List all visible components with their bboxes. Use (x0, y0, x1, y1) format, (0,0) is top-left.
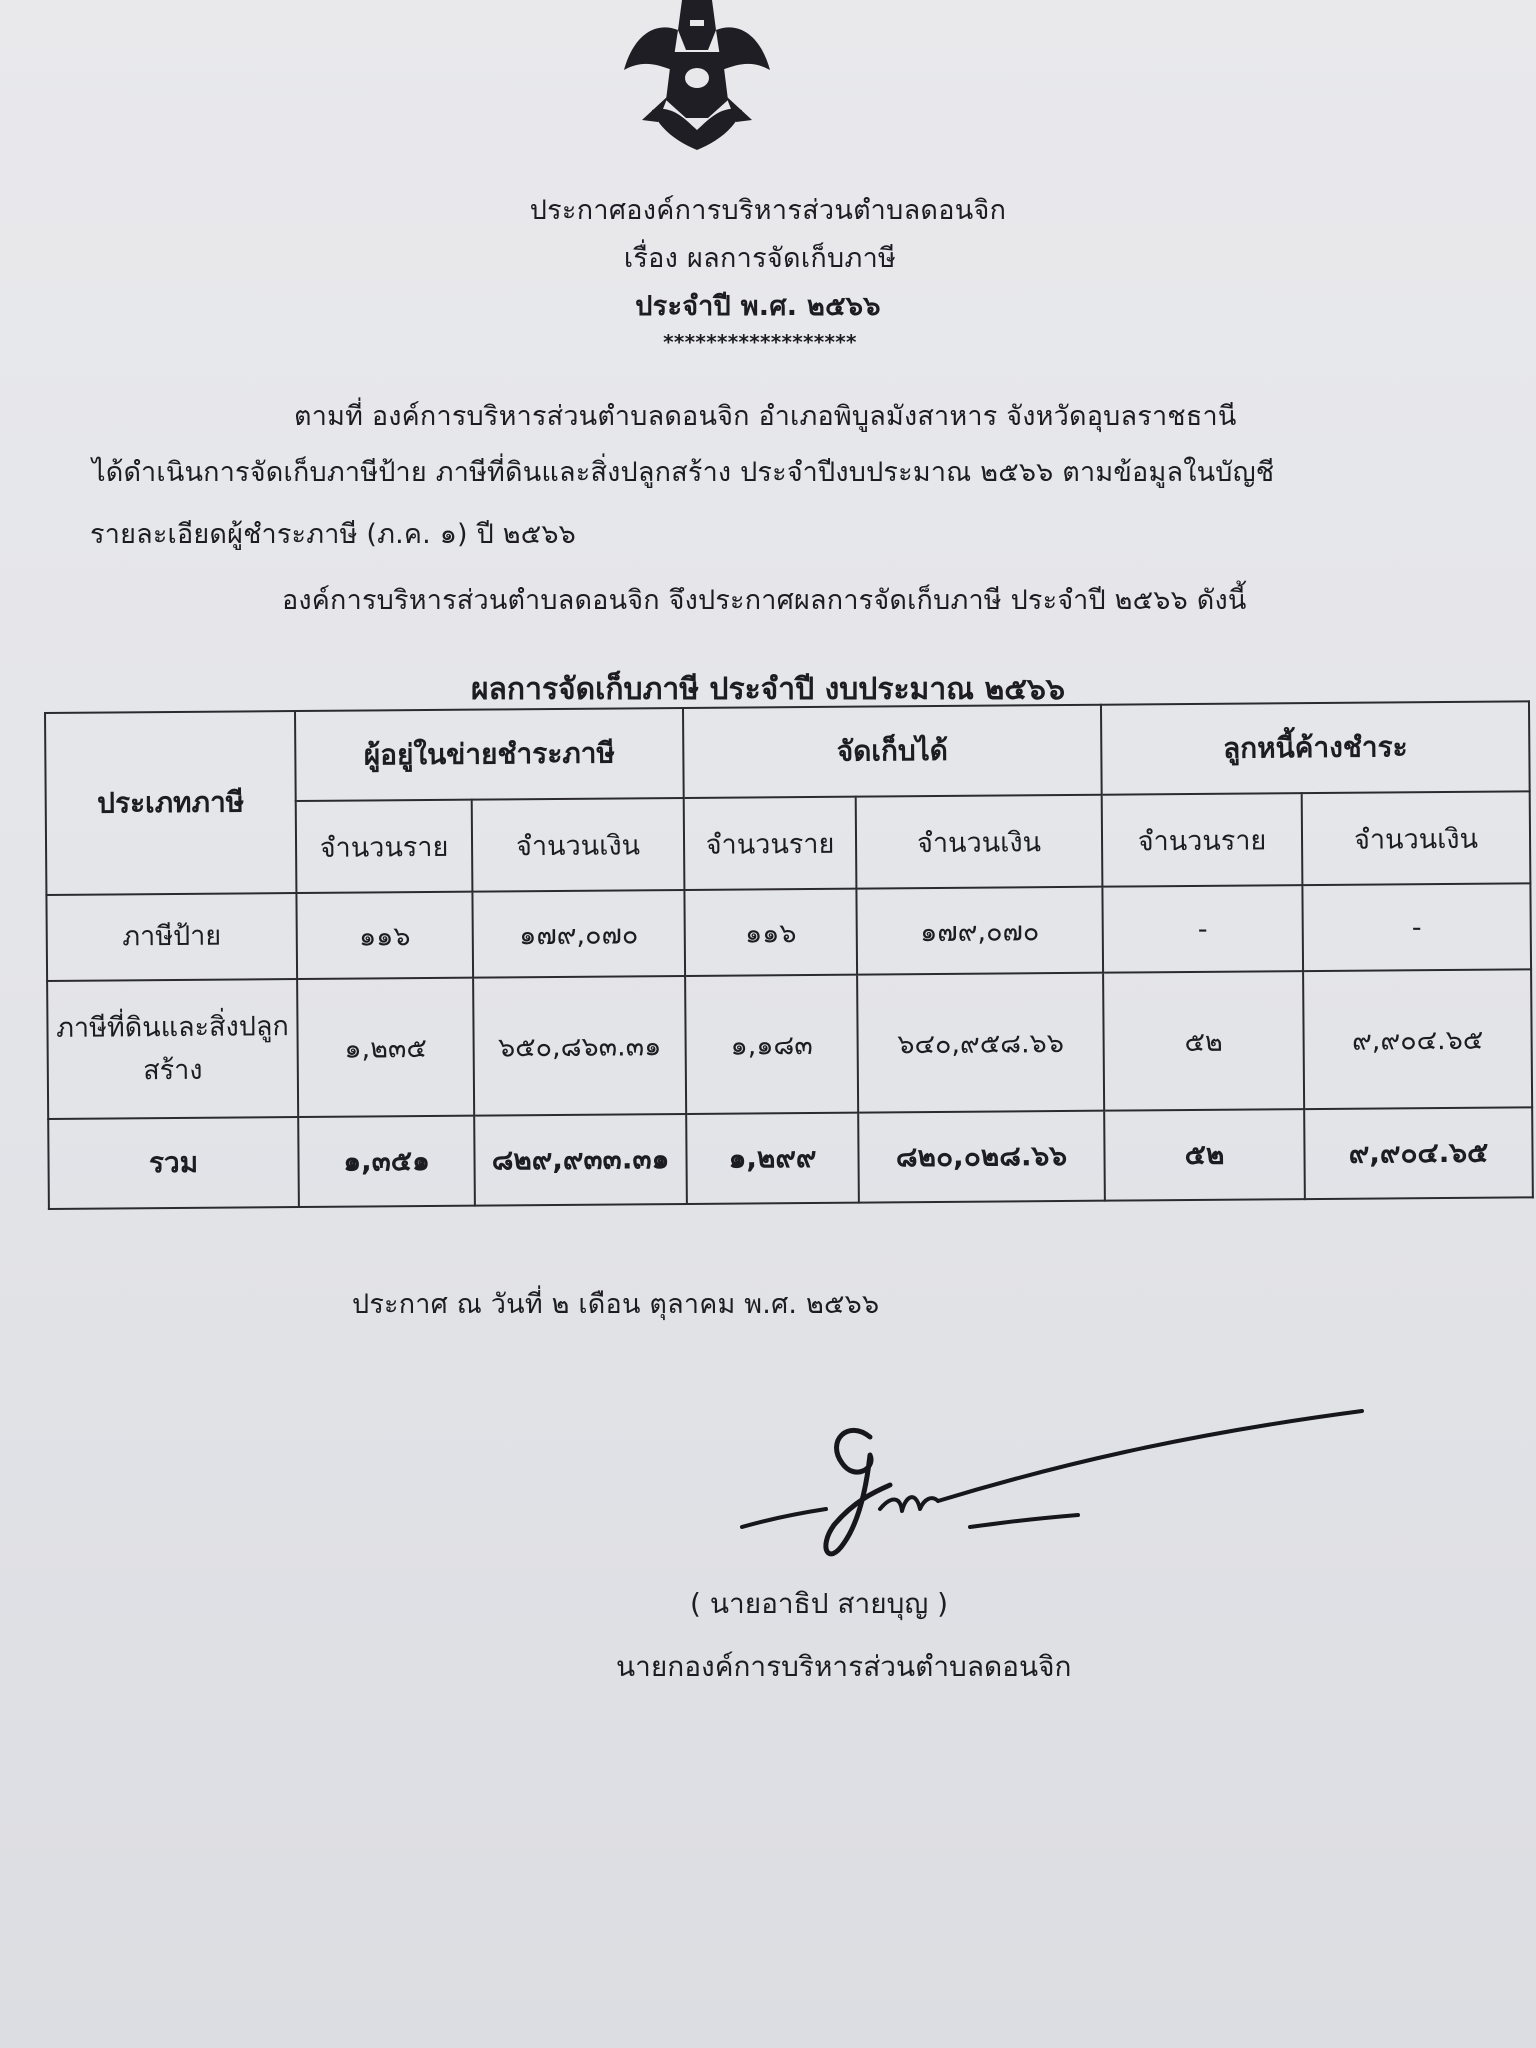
row-land-tax-debtor-amount: ๙,๙๐๔.๖๕ (1303, 969, 1532, 1109)
paragraph-1-line-2: ได้ดำเนินการจัดเก็บภาษีป้าย ภาษีที่ดินและสิ่งปลูกสร้าง ประจำปีงบประมาณ ๒๕๖๖ ตามข้อมูลในบัญชี (92, 457, 1275, 488)
row-sign-tax-debtor-amount: - (1302, 883, 1531, 971)
header-debtor-amount: จำนวนเงิน (1302, 791, 1531, 885)
row-sign-tax-net-amount: ๑๗๙,๐๗๐ (472, 890, 685, 978)
header-tax-type: ประเภทภาษี (45, 711, 296, 895)
paragraph-1-line-3: รายละเอียดผู้ชำระภาษี (ภ.ค. ๑) ปี ๒๕๖๖ (90, 519, 577, 550)
table-row (46, 883, 1531, 981)
row-land-tax-collected-count: ๑,๑๘๓ (685, 975, 858, 1114)
total-collected-amount: ๘๒๐,๐๒๘.๖๖ (858, 1111, 1105, 1203)
table-row (47, 969, 1532, 1119)
announcement-subject-line: เรื่อง ผลการจัดเก็บภาษี (623, 243, 897, 274)
garuda-emblem-icon (612, 0, 782, 160)
tax-results-table (44, 700, 1534, 1210)
paragraph-2: องค์การบริหารส่วนตำบลดอนจิก จึงประกาศผลการจัดเก็บภาษี ประจำปี ๒๕๖๖ ดังนี้ (282, 585, 1247, 616)
row-sign-tax-collected-amount: ๑๗๙,๐๗๐ (856, 887, 1103, 975)
table-title: ผลการจัดเก็บภาษี ประจำปี งบประมาณ ๒๕๖๖ (470, 672, 1066, 707)
header-network-count: จำนวนราย (296, 800, 473, 893)
paragraph-1-line-1: ตามที่ องค์การบริหารส่วนตำบลดอนจิก อำเภอพิบูลมังสาหาร จังหวัดอุบลราชธานี (294, 401, 1237, 432)
divider-stars: ****************** (663, 330, 857, 354)
total-debtor-amount: ๙,๙๐๔.๖๕ (1304, 1107, 1533, 1199)
header-network-group: ผู้อยู่ในข่ายชำระภาษี (295, 708, 684, 801)
header-debtor-count: จำนวนราย (1102, 793, 1303, 887)
row-land-tax-collected-amount: ๖๔๐,๙๕๘.๖๖ (857, 973, 1104, 1113)
announcement-year-line: ประจำปี พ.ศ. ๒๕๖๖ (635, 291, 881, 322)
signer-title: นายกองค์การบริหารส่วนตำบลดอนจิก (616, 1650, 1072, 1683)
header-collected-group: จัดเก็บได้ (683, 705, 1102, 798)
table-total-row (48, 1107, 1533, 1209)
row-sign-tax-collected-count: ๑๑๖ (684, 889, 857, 976)
total-net-count: ๑,๓๕๑ (298, 1116, 475, 1207)
row-land-tax-net-count: ๑,๒๓๕ (297, 978, 474, 1117)
total-debtor-count: ๕๒ (1104, 1109, 1305, 1201)
announcement-org-line: ประกาศองค์การบริหารส่วนตำบลดอนจิก (529, 195, 1007, 226)
row-sign-tax-debtor-count: - (1102, 885, 1303, 973)
row-sign-tax-type: ภาษีป้าย (46, 893, 297, 981)
header-debtor-group: ลูกหนี้ค้างชำระ (1101, 701, 1530, 794)
header-network-amount: จำนวนเงิน (472, 798, 685, 892)
row-land-tax-type: ภาษีที่ดินและสิ่งปลูกสร้าง (47, 979, 298, 1119)
announcement-date-line: ประกาศ ณ วันที่ ๒ เดือน ตุลาคม พ.ศ. ๒๕๖๖ (352, 1289, 880, 1320)
total-collected-count: ๑,๒๙๙ (686, 1113, 859, 1204)
total-label: รวม (48, 1117, 299, 1209)
row-sign-tax-net-count: ๑๑๖ (296, 892, 473, 979)
row-land-tax-debtor-count: ๕๒ (1103, 971, 1304, 1111)
handwritten-signature-icon (730, 1385, 1370, 1585)
header-collected-amount: จำนวนเงิน (856, 795, 1103, 889)
header-collected-count: จำนวนราย (684, 797, 857, 890)
total-net-amount: ๘๒๙,๙๓๓.๓๑ (474, 1114, 687, 1206)
signer-name: ( นายอาธิป สายบุญ ) (690, 1587, 949, 1620)
row-land-tax-net-amount: ๖๕๐,๘๖๓.๓๑ (473, 976, 686, 1116)
